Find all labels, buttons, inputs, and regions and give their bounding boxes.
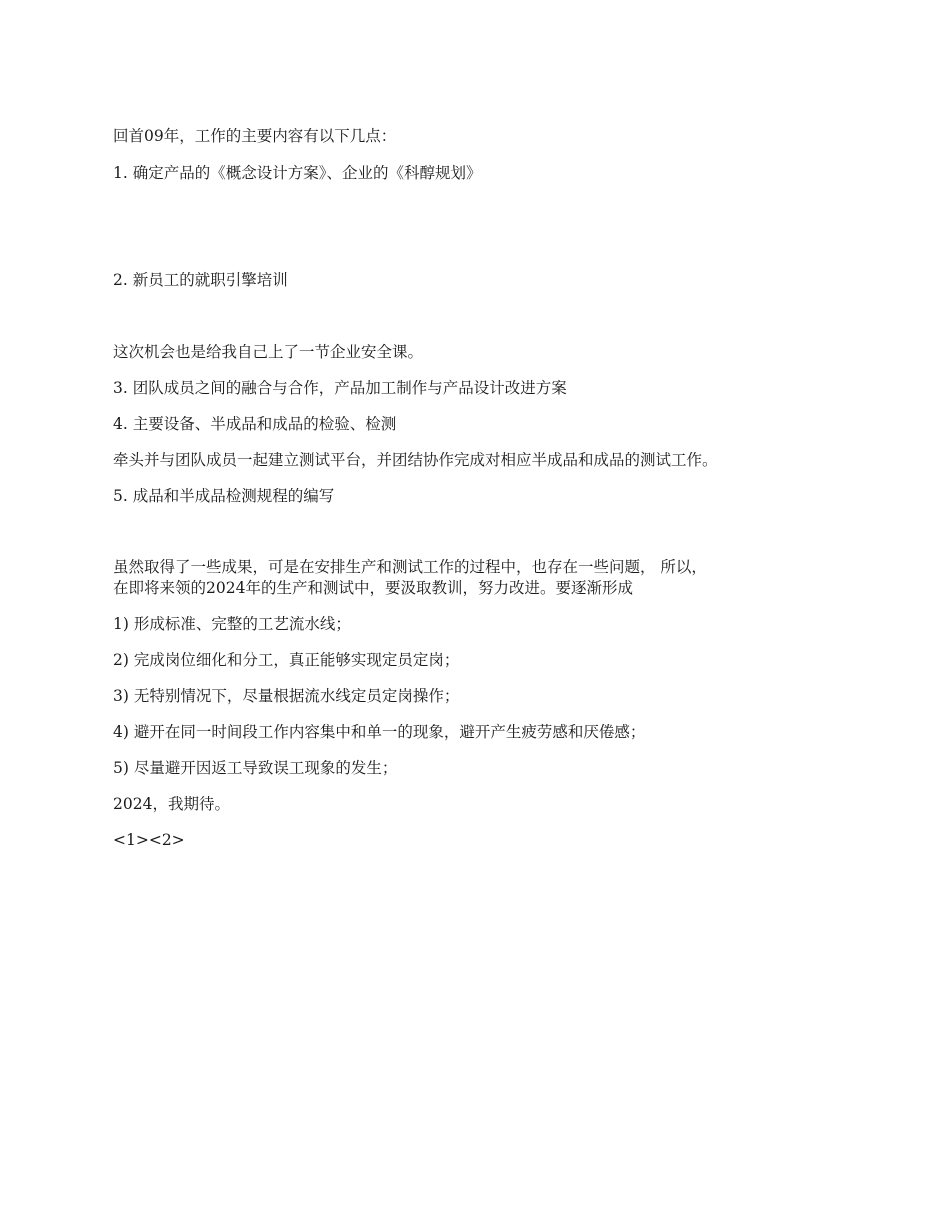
- item-2-body: 这次机会也是给我自己上了一节企业安全课。: [113, 343, 424, 361]
- item-4-heading: 4. 主要设备、半成品和成品的检验、检测: [113, 415, 397, 433]
- item-1-heading: 1. 确定产品的《概念设计方案》、企业的《科醇规划》: [113, 164, 482, 182]
- item-3-heading: 3. 团队成员之间的融合与合作，产品加工制作与产品设计改进方案: [113, 379, 567, 397]
- item-5-heading: 5. 成品和半成品检测规程的编写: [113, 487, 335, 505]
- page-markers: <1><2>: [113, 831, 185, 849]
- goal-item-3: 3) 无特别情况下，尽量根据流水线定员定岗操作；: [113, 687, 460, 705]
- summary-paragraph-line-2: 在即将来领的2024年的生产和测试中，要汲取教训，努力改进。要逐渐形成: [113, 579, 633, 597]
- goal-item-1: 1) 形成标准、完整的工艺流水线；: [113, 615, 351, 633]
- intro-paragraph: 回首09年，工作的主要内容有以下几点：: [113, 127, 397, 145]
- summary-paragraph-line-1: 虽然取得了一些成果，可是在安排生产和测试工作的过程中，也存在一些问题， 所以，: [113, 558, 707, 576]
- goal-item-4: 4) 避开在同一时间段工作内容集中和单一的现象，避开产生疲劳感和厌倦感；: [113, 723, 646, 741]
- goal-item-5: 5) 尽量避开因返工导致误工现象的发生；: [113, 759, 398, 777]
- closing-line: 2024，我期待。: [113, 795, 230, 813]
- item-4-body: 牵头并与团队成员一起建立测试平台，并团结协作完成对相应半成品和成品的测试工作。: [113, 451, 718, 469]
- goal-item-2: 2) 完成岗位细化和分工，真正能够实现定员定岗；: [113, 651, 460, 669]
- item-2-heading: 2. 新员工的就职引擎培训: [113, 271, 288, 289]
